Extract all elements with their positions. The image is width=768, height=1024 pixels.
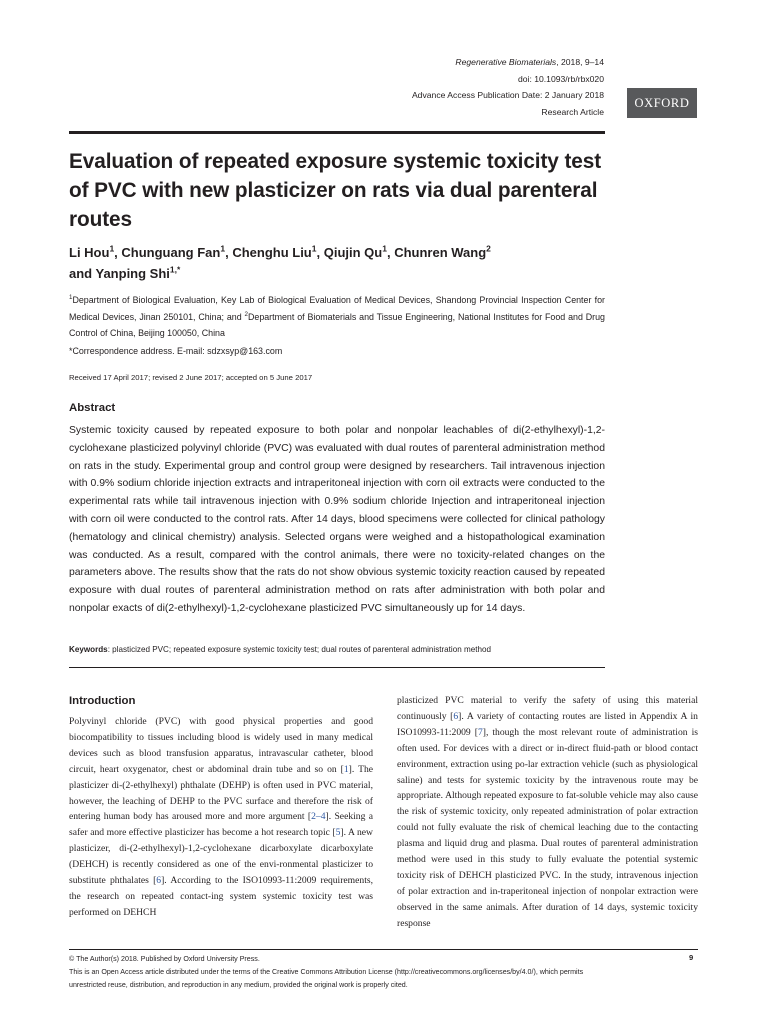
- author-affiliation-mark: 1: [109, 243, 115, 254]
- reference-link[interactable]: 7: [477, 726, 483, 738]
- text-run: Polyvinyl chloride (PVC) with good physical properties and good biocompatibility to tissues including blood is widely used in many medical devices such as blood transfusion apparatus, intravascular catheter, blood circuit, heart oxygenator, chest or abdominal drain tube and so on [: [69, 716, 373, 775]
- affiliation-mark: 1: [69, 294, 73, 302]
- license-text: unrestricted reuse, distribution, and reproduction in any medium, provided the original work is properly cited.: [69, 981, 408, 989]
- journal-citation: [412, 54, 604, 71]
- author-affiliation-mark: 1: [311, 243, 317, 254]
- reference-link[interactable]: 2–4: [311, 811, 326, 823]
- author-list: Li Hou$^1$, Chunguang Fan$^1$, Chenghu Liu$^1$, Qiujin Qu$^1$, Chunren Wang$^2$ and Yanping Shi$^{1,*}$: [69, 243, 491, 281]
- correspondence[interactable]: *Correspondence address. E-mail: sdzxsyp@163.com: [69, 346, 283, 356]
- author-affiliation-mark: 2: [486, 243, 491, 254]
- reference-link[interactable]: 6: [453, 710, 459, 722]
- header-divider: [69, 131, 605, 134]
- article-title: Evaluation of repeated exposure systemic toxicity test of PVC with new plasticizer on rats via dual parenteral routes: [69, 150, 602, 231]
- introduction-heading: Introduction: [69, 695, 136, 707]
- journal-info: [412, 54, 604, 120]
- author-affiliation-mark: 1: [220, 243, 226, 254]
- affiliations: [69, 292, 605, 342]
- author-name[interactable]: Li Hou: [69, 245, 110, 260]
- license-text[interactable]: This is an Open Access article distributed under the terms of the Creative Commons Attribution License (http://creativecommons.org/licenses/by/4.0/), which permits: [69, 968, 584, 976]
- copyright: © The Author(s) 2018. Published by Oxford University Press.: [69, 955, 260, 963]
- publication-date: Advance Access Publication Date: 2 January 2018: [411, 90, 604, 100]
- reference-link[interactable]: 1: [343, 763, 349, 775]
- text-run: ], though the most relevant route of administration is often used. For devices with a direct or in-direct fluid-path or blood contact environment, extraction using po-lar extraction vehicle (such as physiological saline) and tests for systemic toxicity by the intravenous route may be appropriate. Although repeated exposure to fat-soluble vehicle may also cause the risk of systemic toxicity, only repeated administration of polar extraction could not fully evaluate the risk of chemical leaching due to the contacting plasma and liquid drug and plasma. Dual routes of parenteral administration method were used in this study to fully evaluate the potential systemic toxicity risk of DEHCH plasticized PVC. In the study, intravenous injection of polar extraction and in-traperitoneal injection of nonpolar extraction were observed in the same animals. After duration of 14 days, systemic toxicity response: [397, 726, 698, 929]
- doi[interactable]: doi: 10.1093/rb/rbx020: [517, 73, 604, 84]
- footer-divider: [69, 949, 698, 950]
- abstract-text: Systemic toxicity caused by repeated exposure to both polar and nonpolar leachables of di(2-ethylhexyl)-1,2-cyclohexane plasticized polyvinyl chloride (PVC) was evaluated with dual routes of parenteral administration method on rats in the study. Experimental group and control group were designed by researchers. Tail intravenous injection with 0.9% sodium chloride injection extracts and intraperitoneal injection with corn oil extracts were conducted to the experimental rats while tail intravenous injection with 0.9% sodium chloride Injection and intraperitoneal injection with corn oil were conducted to the control rats. After 14 days, blood specimens were collected for clinical pathology (hematology and clinical chemistry) analysis. Selected organs were weighed and a histopathological examination was conducted. As a result, compared with the control animals, there were no toxicity-related changes on the parameters above. The results show that the rats do not show obvious systemic toxicity reaction caused by repeated exposure with dual routes of parenteral administration method on rats after administration with both polar and nonpolar exacts of di(2-ethylhexyl)-1,2-cyclohexane plasticized PVC simultaneously up for 14 days.: [69, 425, 605, 614]
- author-name[interactable]: Qiujin Qu: [323, 245, 383, 260]
- author-affiliation-mark: 1: [382, 243, 387, 254]
- right-column: [397, 693, 698, 932]
- affiliation-text: Department of Biological Evaluation, Key Lab of Biological Evaluation of Medical Devices, Shandong Provincial Inspection Center for Medical Devices, Jinan 250101, China; and: [69, 295, 605, 322]
- left-column: [69, 693, 373, 921]
- oxford-logo[interactable]: OXFORD: [627, 88, 697, 118]
- keywords-text: : plasticized PVC; repeated exposure systemic toxicity test; dual routes of parenteral administration method: [107, 645, 491, 654]
- text-run: plasticized PVC material to verify the safety of using this material continuously [: [397, 695, 698, 722]
- article-type: Research Article: [541, 106, 604, 117]
- author-affiliation-mark: 1,*: [169, 264, 181, 275]
- author-name[interactable]: Chunguang Fan: [121, 245, 221, 260]
- author-name[interactable]: Chenghu Liu: [232, 245, 312, 260]
- introduction-continued: [397, 693, 698, 932]
- keywords-label: Keywords: [69, 645, 108, 654]
- text-run: ]. A variety of contacting routes are listed in Appendix A in ISO10993-11:2009 [: [397, 710, 698, 738]
- footer: [69, 953, 669, 992]
- abstract-heading: Abstract: [69, 402, 116, 414]
- reference-link[interactable]: 5: [335, 827, 341, 839]
- affiliation-text: Department of Biomaterials and Tissue Engineering, National Institutes for Food and Drug Control of China, Beijing 100050, China: [69, 311, 605, 339]
- author-name[interactable]: Yanping Shi: [95, 266, 170, 281]
- author-name[interactable]: Chunren Wang: [394, 245, 487, 260]
- text-run: ]. Seeking a safer and more effective plasticizer has become a hot research topic [: [69, 811, 373, 839]
- text-run: ]. The plasticizer di-(2-ethylhexyl) phthalate (DEHP) is often used in PVC material, however, the leaching of DEHP to the PVC surface and therefore the risk of entering human body has aroused more and more argument [: [69, 763, 374, 823]
- text-run: ]. A new plasticizer, di-(2-ethylhexyl)-1,2-cyclohexane dicarboxylate dicarboxylate (DEHCH) is recently considered as one of the envi-ronmental plasticizer to substitute phthalates [: [69, 827, 373, 887]
- text-run: ]. According to the ISO10993-11:2009 requirements, the research on repeated contact-ing system systemic toxicity test was performed on DEHCH: [69, 875, 373, 918]
- reference-link[interactable]: 6: [156, 875, 162, 887]
- affiliation-mark: 2: [244, 310, 248, 318]
- received-dates: Received 17 April 2017; revised 2 June 2017; accepted on 5 June 2017: [69, 373, 313, 382]
- page-number: 9: [689, 953, 694, 962]
- keywords: [69, 645, 491, 654]
- keywords-divider: [69, 667, 605, 668]
- journal-issue: , 2018, 9–14: [556, 57, 604, 67]
- introduction-paragraph: [69, 714, 373, 921]
- journal-name[interactable]: Regenerative Biomaterials: [455, 57, 557, 67]
